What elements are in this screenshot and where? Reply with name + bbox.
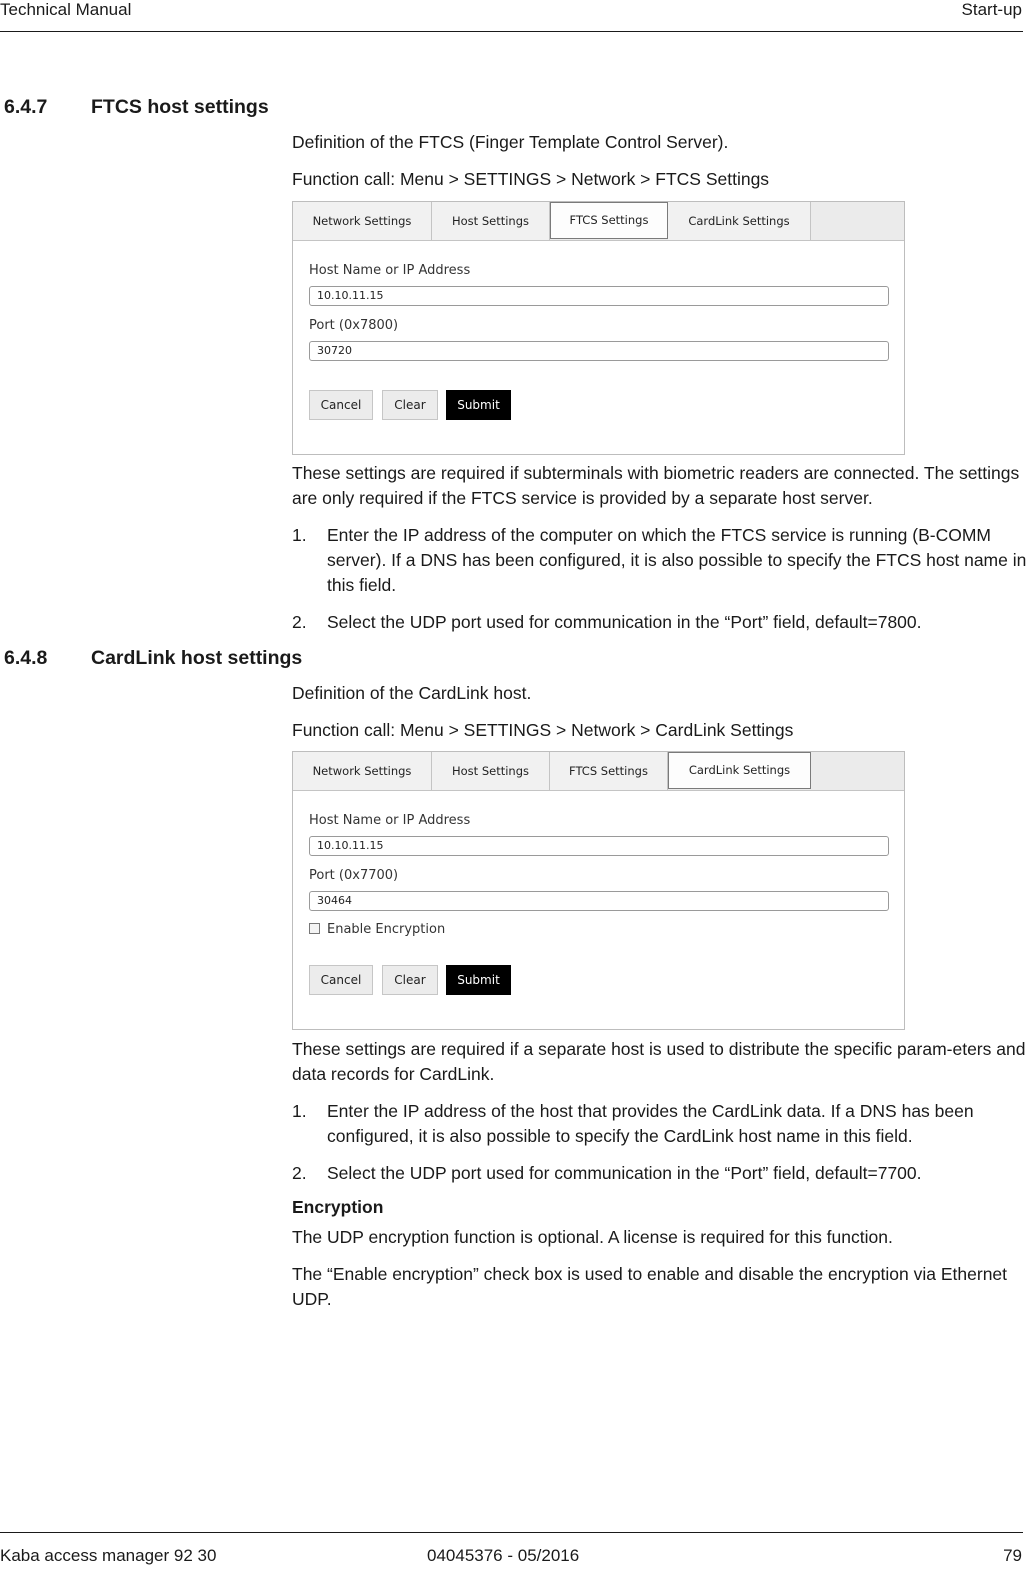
list-number: 2. [292,612,307,632]
ftcs-settings-screenshot [292,201,905,455]
clear-button[interactable]: Clear [382,965,438,995]
list-text: Select the UDP port used for communication in the “Port” field, default=7700. [327,1163,922,1183]
port-label: Port (0x7800) [309,318,399,333]
section-number: 6.4.7 [4,96,48,118]
encryption-paragraph: The UDP encryption function is optional. A license is required for this function. [292,1227,893,1247]
list-number: 1. [292,1101,307,1121]
clear-button[interactable]: Clear [382,390,438,420]
tab-cardlink-settings[interactable]: CardLink Settings [668,202,811,240]
tab-ftcs-settings[interactable]: FTCS Settings [550,752,668,790]
footer-doc-id: 04045376 - 05/2016 [427,1546,580,1565]
enable-encryption-label: Enable Encryption [327,922,446,937]
list-text: Select the UDP port used for communication in the “Port” field, default=7800. [327,612,922,632]
tab-ftcs-settings[interactable]: FTCS Settings [550,202,668,239]
section-description: These settings are required if subterminals with biometric readers are connected. The settings are only required if the FTCS service is provided by a separate host server. [292,463,1020,508]
section-intro: Definition of the FTCS (Finger Template Control Server). [292,132,729,152]
port-input[interactable]: 30464 [309,891,889,911]
enable-encryption-row[interactable] [309,922,445,937]
footer-page-number: 79 [1003,1546,1022,1565]
submit-button[interactable]: Submit [446,965,511,995]
tab-cardlink-settings[interactable]: CardLink Settings [668,752,811,789]
function-call: Function call: Menu > SETTINGS > Network > FTCS Settings [292,169,770,189]
list-text: Enter the IP address of the computer on which the FTCS service is running (B-COMM server). If a DNS has been configured, it is also possible to specify the FTCS host name in this field. [327,525,1027,595]
footer-product: Kaba access manager 92 30 [0,1546,217,1565]
section-description: These settings are required if a separate host is used to distribute the specific param-eters and data records for CardLink. [292,1039,1026,1084]
tab-bar [293,202,904,241]
footer-rule [0,1532,1023,1533]
cancel-button[interactable]: Cancel [309,965,373,995]
tab-network-settings[interactable]: Network Settings [293,202,432,240]
tab-host-settings[interactable]: Host Settings [432,202,550,240]
list-number: 2. [292,1163,307,1183]
cardlink-settings-screenshot [292,751,905,1030]
header-right: Start-up [961,0,1022,19]
list-text: Enter the IP address of the host that provides the CardLink data. If a DNS has been configured, it is also possible to specify the CardLink host name in this field. [327,1101,974,1146]
section-title: FTCS host settings [91,96,269,118]
cancel-button[interactable]: Cancel [309,390,373,420]
tab-host-settings[interactable]: Host Settings [432,752,550,790]
port-label: Port (0x7700) [309,868,399,883]
host-label: Host Name or IP Address [309,263,471,278]
encryption-heading: Encryption [292,1197,384,1217]
host-label: Host Name or IP Address [309,813,471,828]
header-rule [0,31,1023,32]
tab-bar [293,752,904,791]
submit-button[interactable]: Submit [446,390,511,420]
function-call: Function call: Menu > SETTINGS > Network > CardLink Settings [292,720,794,740]
section-title: CardLink host settings [91,647,303,669]
section-intro: Definition of the CardLink host. [292,683,532,703]
section-number: 6.4.8 [4,647,48,669]
list-number: 1. [292,525,307,545]
tab-network-settings[interactable]: Network Settings [293,752,432,790]
host-input[interactable]: 10.10.11.15 [309,836,889,856]
header-left: Technical Manual [0,0,132,19]
port-input[interactable]: 30720 [309,341,889,361]
encryption-paragraph: The “Enable encryption” check box is used to enable and disable the encryption via Ethernet UDP. [292,1264,1008,1309]
host-input[interactable]: 10.10.11.15 [309,286,889,306]
enable-encryption-checkbox[interactable] [309,923,320,934]
